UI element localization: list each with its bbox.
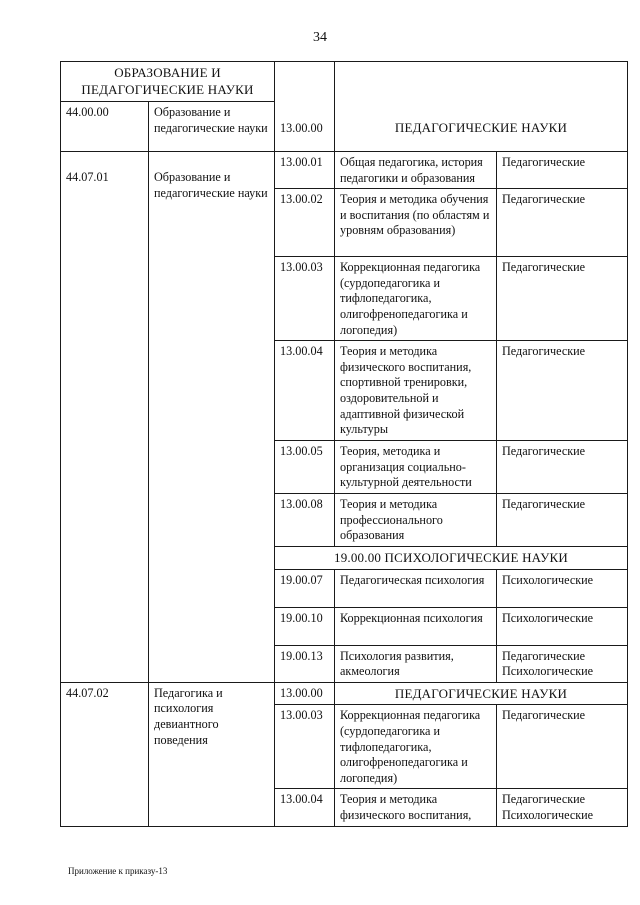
code-cell: 13.00.04: [275, 789, 335, 826]
psych-title-cell: [275, 546, 628, 569]
name-cell: Коррекционная психология: [335, 607, 497, 645]
name-cell: Педагогика и психология девиантного поведения: [149, 682, 275, 826]
psych-title: 19.00.00 ПСИХОЛОГИЧЕСКИЕ НАУКИ: [334, 549, 568, 565]
name-cell: Педагогическая психология: [335, 569, 497, 607]
field-line: Педагогические: [502, 648, 586, 663]
field-cell: Педагогические: [497, 152, 628, 189]
code-cell: 44.00.00: [61, 102, 149, 152]
name-cell: Теория и методика обучения и воспитания (по областям и уровням образования): [335, 189, 497, 257]
name-cell: Теория и методика физического воспитания, спортивной тренировки, оздоровительной и адаптивной физической культуры: [335, 341, 497, 441]
name-cell: Коррекционная педагогика (сурдопедагогика и тифлопедагогика, олигофренопедагогика и логопедия): [335, 705, 497, 789]
group-title: ОБРАЗОВАНИЕ И ПЕДАГОГИЧЕСКИЕ НАУКИ: [81, 65, 254, 97]
page-number: 34: [313, 30, 327, 45]
field-cell: Педагогические: [497, 341, 628, 441]
sci-code-cell: 13.00.00: [275, 682, 335, 705]
field-line: Психологические: [502, 808, 594, 823]
name-cell: Психология развития, акмеология: [335, 645, 497, 682]
field-line: Педагогические: [502, 792, 586, 807]
field-cell: Психологические: [497, 569, 628, 607]
table-header-row: [61, 62, 628, 102]
code-cell: 13.00.02: [275, 189, 335, 257]
name-cell: Теория, методика и организация социально-культурной деятельности: [335, 441, 497, 494]
specialty-table: [60, 61, 628, 827]
field-cell: Педагогические: [497, 257, 628, 341]
code-cell: 13.00.01: [275, 152, 335, 189]
footer-note: Приложение к приказу-13: [68, 866, 168, 876]
code-cell: 13.00.05: [275, 441, 335, 494]
sci-title-cell: [335, 682, 628, 705]
field-cell: Педагогические: [497, 494, 628, 547]
name-cell: Теория и методика профессионального образования: [335, 494, 497, 547]
table-row: [61, 102, 628, 152]
code-cell: 44.07.02: [61, 682, 149, 826]
sci-title: ПЕДАГОГИЧЕСКИЕ НАУКИ: [394, 685, 568, 701]
empty-cell: [335, 62, 628, 102]
field-cell: Педагогические: [497, 189, 628, 257]
table-row: [61, 152, 628, 189]
code-cell: 13.00.03: [275, 705, 335, 789]
name-cell: Коррекционная педагогика (сурдопедагогика и тифлопедагогика, олигофренопедагогика и логопедия): [335, 257, 497, 341]
code-cell: 19.00.07: [275, 569, 335, 607]
code-cell: 19.00.13: [275, 645, 335, 682]
code-cell: 44.07.01: [61, 152, 149, 683]
empty-cell: [275, 62, 335, 102]
name-cell: Теория и методика физического воспитания,: [335, 789, 497, 826]
field-cell: Психологические: [497, 607, 628, 645]
code-cell: 13.00.04: [275, 341, 335, 441]
name-cell: Общая педагогика, история педагогики и образования: [335, 152, 497, 189]
field-cell: [497, 789, 628, 826]
table-row: [61, 682, 628, 705]
field-cell: [497, 645, 628, 682]
code-cell: 19.00.10: [275, 607, 335, 645]
sci-title: ПЕДАГОГИЧЕСКИЕ НАУКИ: [394, 120, 568, 136]
field-cell: Педагогические: [497, 705, 628, 789]
field-line: Психологические: [502, 664, 594, 679]
sci-title-cell: [335, 102, 628, 152]
code-cell: 13.00.08: [275, 494, 335, 547]
field-cell: Педагогические: [497, 441, 628, 494]
sci-code-cell: 13.00.00: [275, 102, 335, 152]
group-title-cell: [61, 62, 275, 102]
name-cell: Образование и педагогические науки: [149, 102, 275, 152]
code-cell: 13.00.03: [275, 257, 335, 341]
name-cell: Образование и педагогические науки: [149, 152, 275, 683]
